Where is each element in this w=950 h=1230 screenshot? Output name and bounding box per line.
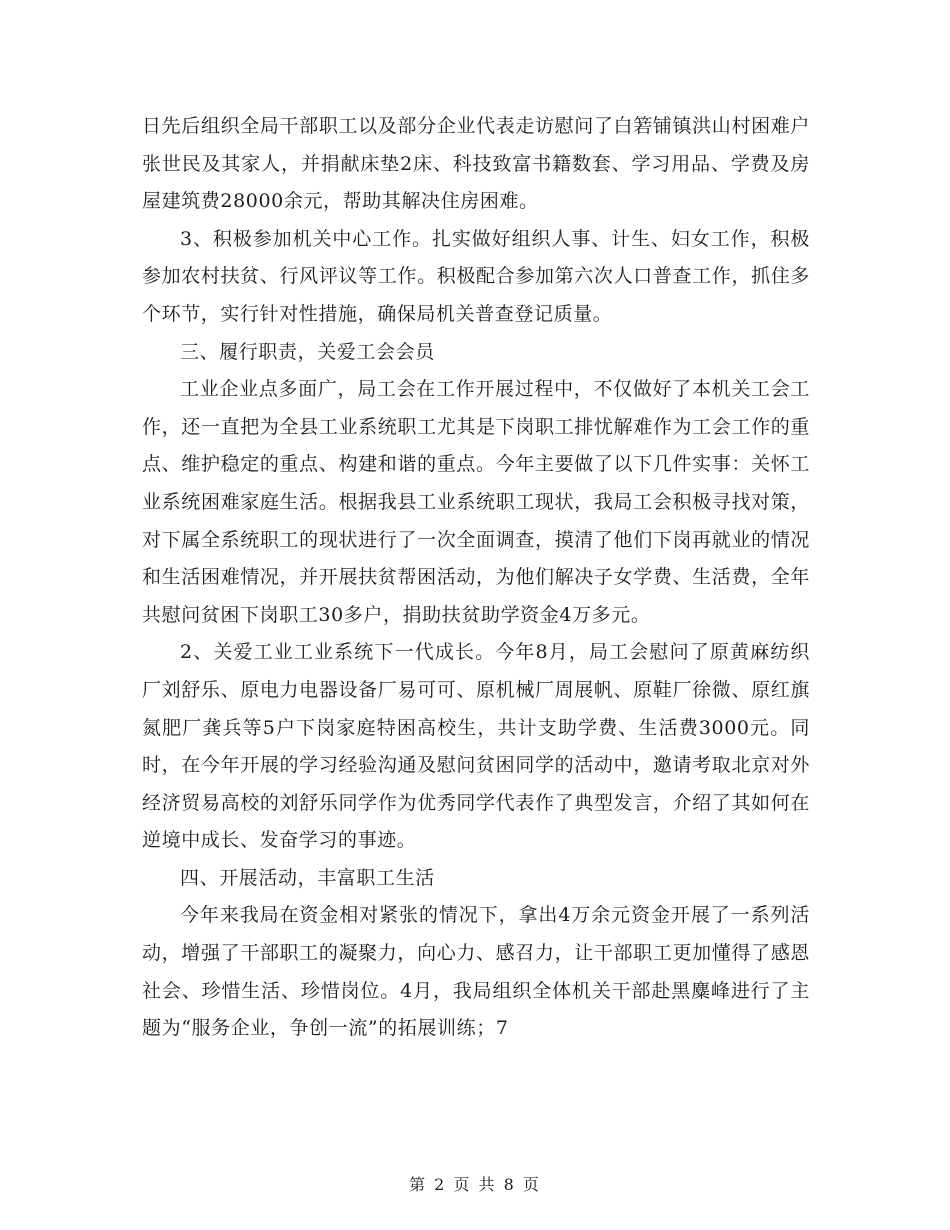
- page-number-footer: 第 2 页 共 8 页: [409, 1175, 541, 1194]
- paragraph-item-3: 3、积极参加机关中心工作。扎实做好组织人事、计生、妇女工作，积极参加农村扶贫、行风评议等工作。积极配合参加第六次人口普查工作，抓住多个环节，实行针对性措施，确保局机关普查登记质量。: [142, 227, 810, 325]
- paragraph-activities: 今年来我局在资金相对紧张的情况下，拿出4万余元资金开展了一系列活动，增强了干部职工的凝聚力，向心力、感召力，让干部职工更加懂得了感恩社会、珍惜生活、珍惜岗位。4月，我局组织全体机关干部赴黑麋峰进行了主题为“服务企业，争创一流”的拓展训练；7: [142, 904, 810, 1040]
- paragraph-union-work: 工业企业点多面广，局工会在工作开展过程中，不仅做好了本机关工会工作，还一直把为全县工业系统职工尤其是下岗职工排忧解难作为工会工作的重点、维护稳定的重点、构建和谐的重点。今年主要做了以下几件实事：关怀工业系统困难家庭生活。根据我县工业系统职工现状，我局工会积极寻找对策，对下属全系统职工的现状进行了一次全面调查，摸清了他们下岗再就业的情况和生活困难情况，并开展扶贫帮困活动，为他们解决子女学费、生活费，全年共慰问贫困下岗职工30多户，捐助扶贫助学资金4万多元。: [142, 378, 810, 626]
- section-heading-4: 四、开展活动，丰富职工生活: [180, 866, 435, 889]
- paragraph-item-2: 2、关爱工业工业系统下一代成长。今年8月，局工会慰问了原黄麻纺织厂刘舒乐、原电力电器设备厂易可可、原机械厂周展帆、原鞋厂徐微、原红旗氮肥厂龚兵等5户下岗家庭特困高校生，共计支助学费、生活费3000元。同时，在今年开展的学习经验沟通及慰问贫困同学的活动中，邀请考取北京对外经济贸易高校的刘舒乐同学作为优秀同学代表作了典型发言，介绍了其如何在逆境中成长、发奋学习的事迹。: [142, 641, 810, 852]
- section-heading-3: 三、履行职责，关爱工会会员: [180, 340, 435, 363]
- paragraph-continuation: 日先后组织全局干部职工以及部分企业代表走访慰问了白箬铺镇洪山村困难户张世民及其家人，并捐献床垫2床、科技致富书籍数套、学习用品、学费及房屋建筑费28000余元，帮助其解决住房困难。: [142, 115, 810, 213]
- document-body: [142, 108, 810, 1048]
